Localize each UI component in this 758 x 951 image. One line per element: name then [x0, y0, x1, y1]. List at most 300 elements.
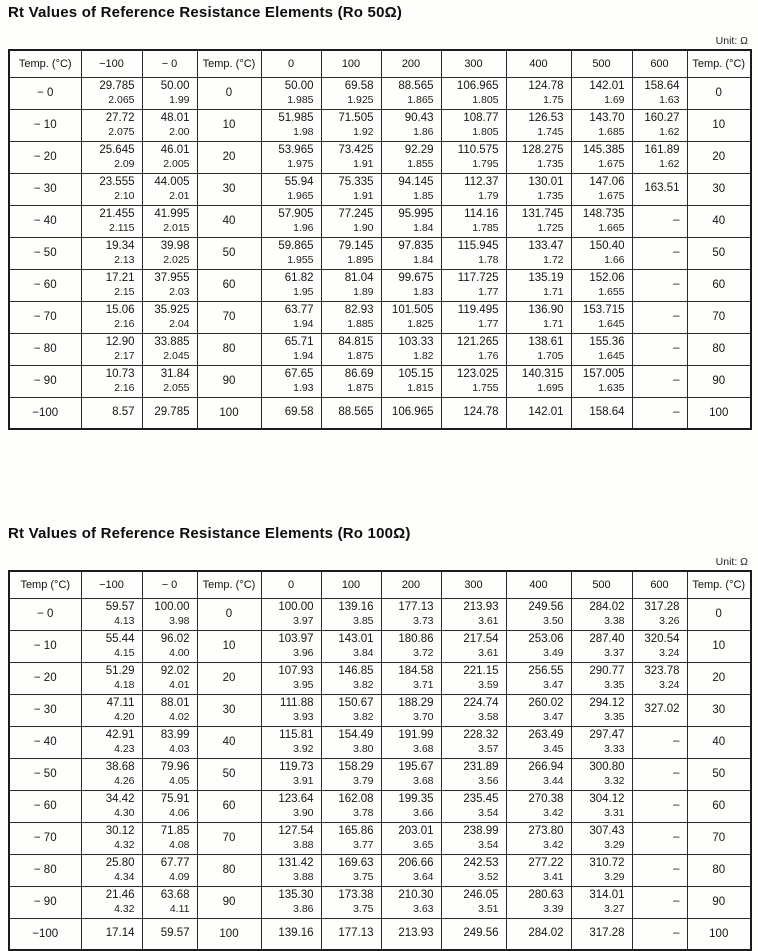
value-cell — [632, 333, 687, 365]
resistance-value: – — [673, 927, 680, 940]
resistance-value: 35.925 — [154, 304, 190, 317]
table-section-100ohm — [0, 525, 758, 951]
temp-cell: − 10 — [9, 109, 81, 141]
deviation-value: 3.80 — [353, 742, 374, 755]
column-header: 400 — [506, 571, 571, 598]
value-cell — [571, 205, 632, 237]
resistance-value: 152.06 — [589, 272, 625, 285]
resistance-value: 115.945 — [457, 240, 499, 253]
deviation-value: 1.86 — [413, 125, 434, 138]
value-cell — [81, 141, 142, 173]
resistance-value: 224.74 — [463, 697, 499, 710]
value-cell — [142, 662, 197, 694]
deviation-value: 1.985 — [287, 93, 314, 106]
column-header: −100 — [81, 50, 142, 77]
temp-cell: 80 — [197, 333, 261, 365]
value-cell — [81, 269, 142, 301]
resistance-value: 127.54 — [278, 825, 314, 838]
resistance-value: 128.275 — [521, 144, 564, 157]
value-cell — [571, 301, 632, 333]
column-header: 600 — [632, 50, 687, 77]
resistance-value: 30.12 — [105, 825, 135, 838]
resistance-value: 249.56 — [463, 927, 499, 940]
value-cell — [632, 205, 687, 237]
resistance-value: 145.385 — [582, 144, 625, 157]
value-cell — [142, 854, 197, 886]
resistance-value: 38.68 — [105, 761, 135, 774]
value-cell — [506, 598, 571, 630]
deviation-value: 1.84 — [413, 221, 434, 234]
resistance-value: 50.00 — [284, 80, 314, 93]
value-cell — [261, 365, 321, 397]
resistance-value: 92.02 — [160, 665, 190, 678]
deviation-value: 2.15 — [114, 285, 135, 298]
resistance-value: 307.43 — [589, 825, 625, 838]
column-header: − 0 — [142, 571, 197, 598]
table-row — [9, 758, 751, 790]
temp-cell: − 50 — [9, 237, 81, 269]
deviation-value: 4.01 — [169, 678, 190, 691]
value-cell — [81, 694, 142, 726]
resistance-value: 177.13 — [398, 601, 434, 614]
value-cell — [381, 854, 441, 886]
value-cell — [441, 237, 506, 269]
deviation-value: 4.00 — [169, 646, 190, 659]
deviation-value: 4.05 — [169, 774, 190, 787]
resistance-value: 284.02 — [528, 927, 564, 940]
resistance-value: 117.725 — [457, 272, 499, 285]
deviation-value: 1.83 — [413, 285, 434, 298]
value-cell — [632, 630, 687, 662]
table-row — [9, 173, 751, 205]
deviation-value: 3.54 — [478, 838, 499, 851]
deviation-value: 2.005 — [163, 157, 190, 170]
value-cell — [441, 726, 506, 758]
column-header: 0 — [261, 571, 321, 598]
deviation-value: 3.61 — [478, 646, 499, 659]
value-cell — [506, 109, 571, 141]
deviation-value: 3.75 — [353, 902, 374, 915]
value-cell — [321, 854, 381, 886]
resistance-value: 84.815 — [338, 336, 374, 349]
resistance-value: 82.93 — [344, 304, 374, 317]
resistance-value: 163.51 — [644, 182, 680, 195]
value-cell — [571, 758, 632, 790]
value-cell — [142, 141, 197, 173]
deviation-value: 1.98 — [293, 125, 314, 138]
deviation-value: 2.04 — [169, 317, 190, 330]
value-cell — [632, 365, 687, 397]
resistance-value: 327.02 — [644, 703, 680, 716]
value-cell — [381, 205, 441, 237]
resistance-value: 148.735 — [582, 208, 625, 221]
value-cell — [571, 141, 632, 173]
value-cell — [81, 301, 142, 333]
value-cell — [506, 630, 571, 662]
value-cell — [321, 269, 381, 301]
value-cell — [632, 726, 687, 758]
resistance-value: 213.93 — [463, 601, 499, 614]
deviation-value: 4.23 — [114, 742, 135, 755]
resistance-value: 59.57 — [160, 927, 190, 940]
value-cell — [441, 758, 506, 790]
resistance-table-50ohm — [8, 49, 752, 430]
value-cell — [441, 790, 506, 822]
resistance-value: 101.505 — [391, 304, 434, 317]
resistance-value: 138.61 — [528, 336, 564, 349]
value-cell — [441, 109, 506, 141]
deviation-value: 1.875 — [347, 349, 374, 362]
temp-cell: 60 — [687, 269, 751, 301]
deviation-value: 2.065 — [108, 93, 135, 106]
temp-cell: 60 — [197, 790, 261, 822]
column-header: Temp (°C) — [9, 571, 81, 598]
deviation-value: 4.30 — [114, 806, 135, 819]
resistance-value: 139.16 — [338, 601, 374, 614]
deviation-value: 2.015 — [163, 221, 190, 234]
resistance-value: 19.34 — [105, 240, 135, 253]
resistance-value: 77.245 — [338, 208, 374, 221]
deviation-value: 1.93 — [293, 381, 314, 394]
resistance-value: 103.97 — [278, 633, 314, 646]
resistance-value: 157.005 — [582, 368, 625, 381]
deviation-value: 1.755 — [472, 381, 499, 394]
value-cell — [632, 269, 687, 301]
value-cell — [261, 237, 321, 269]
resistance-value: 266.94 — [528, 761, 564, 774]
value-cell — [321, 333, 381, 365]
resistance-value: 320.54 — [644, 633, 680, 646]
value-cell — [506, 886, 571, 918]
value-cell — [142, 205, 197, 237]
temp-cell: 10 — [687, 109, 751, 141]
resistance-value: 115.81 — [279, 729, 314, 742]
temp-cell: 80 — [687, 854, 751, 886]
deviation-value: 3.45 — [543, 742, 564, 755]
resistance-value: 160.27 — [644, 112, 680, 125]
resistance-value: 88.565 — [398, 80, 434, 93]
deviation-value: 4.02 — [169, 710, 190, 723]
resistance-value: 277.22 — [528, 857, 564, 870]
value-cell — [506, 205, 571, 237]
temp-cell: 60 — [197, 269, 261, 301]
resistance-value: 27.72 — [105, 112, 135, 125]
resistance-value: 310.72 — [589, 857, 625, 870]
value-cell — [632, 854, 687, 886]
resistance-value: 203.01 — [398, 825, 434, 838]
value-cell — [261, 854, 321, 886]
temp-cell: 100 — [687, 918, 751, 950]
resistance-value: 71.85 — [160, 825, 190, 838]
resistance-value: 90.43 — [404, 112, 434, 125]
deviation-value: 1.71 — [543, 285, 564, 298]
value-cell — [321, 109, 381, 141]
resistance-value: 231.89 — [463, 761, 499, 774]
temp-cell: 20 — [197, 662, 261, 694]
resistance-value: 63.68 — [160, 889, 190, 902]
value-cell — [441, 886, 506, 918]
resistance-value: 53.965 — [278, 144, 314, 157]
deviation-value: 4.18 — [114, 678, 135, 691]
deviation-value: 2.17 — [114, 349, 135, 362]
deviation-value: 1.77 — [478, 285, 499, 298]
resistance-value: 147.06 — [589, 176, 625, 189]
temp-cell: 30 — [197, 694, 261, 726]
header-row — [9, 571, 751, 598]
value-cell — [261, 397, 321, 429]
deviation-value: 2.075 — [108, 125, 135, 138]
resistance-value: 135.30 — [278, 889, 314, 902]
value-cell — [441, 365, 506, 397]
column-header: 400 — [506, 50, 571, 77]
resistance-value: 119.495 — [457, 304, 499, 317]
value-cell — [321, 598, 381, 630]
deviation-value: 4.15 — [114, 646, 135, 659]
resistance-value: 136.90 — [528, 304, 564, 317]
resistance-value: 110.575 — [457, 144, 499, 157]
resistance-value: 195.67 — [398, 761, 434, 774]
deviation-value: 2.115 — [109, 221, 135, 234]
value-cell — [506, 365, 571, 397]
value-cell — [381, 822, 441, 854]
temp-cell: − 0 — [9, 77, 81, 109]
column-header: Temp. (°C) — [197, 50, 261, 77]
deviation-value: 1.895 — [347, 253, 374, 266]
temp-cell: 0 — [687, 77, 751, 109]
resistance-value: – — [673, 374, 680, 387]
deviation-value: 3.91 — [293, 774, 314, 787]
deviation-value: 1.71 — [543, 317, 564, 330]
resistance-value: 57.905 — [278, 208, 314, 221]
deviation-value: 2.03 — [169, 285, 190, 298]
temp-cell: 90 — [197, 365, 261, 397]
resistance-value: 126.53 — [528, 112, 564, 125]
resistance-value: 67.65 — [284, 368, 314, 381]
value-cell — [81, 630, 142, 662]
deviation-value: 3.42 — [543, 838, 564, 851]
resistance-value: 249.56 — [528, 601, 564, 614]
temp-cell: 0 — [687, 598, 751, 630]
value-cell — [506, 141, 571, 173]
value-cell — [142, 109, 197, 141]
deviation-value: 2.16 — [114, 381, 135, 394]
deviation-value: 1.975 — [287, 157, 314, 170]
deviation-value: 1.785 — [472, 221, 499, 234]
deviation-value: 3.93 — [293, 710, 314, 723]
value-cell — [571, 269, 632, 301]
resistance-value: 46.01 — [160, 144, 190, 157]
value-cell — [632, 694, 687, 726]
value-cell — [142, 173, 197, 205]
value-cell — [571, 726, 632, 758]
temp-cell: − 90 — [9, 365, 81, 397]
value-cell — [441, 269, 506, 301]
deviation-value: 3.33 — [604, 742, 625, 755]
value-cell — [632, 141, 687, 173]
resistance-table-100ohm — [8, 570, 752, 951]
table-row — [9, 109, 751, 141]
column-header: − 0 — [142, 50, 197, 77]
resistance-value: 304.12 — [589, 793, 625, 806]
resistance-value: 95.995 — [398, 208, 434, 221]
resistance-value: 317.28 — [589, 927, 625, 940]
deviation-value: 2.16 — [114, 317, 135, 330]
temp-cell: − 90 — [9, 886, 81, 918]
table-row — [9, 662, 751, 694]
deviation-value: 3.56 — [478, 774, 499, 787]
resistance-value: 17.14 — [105, 927, 135, 940]
temp-cell: 40 — [197, 726, 261, 758]
value-cell — [441, 333, 506, 365]
value-cell — [142, 726, 197, 758]
resistance-value: 100.00 — [278, 601, 314, 614]
resistance-value: 8.57 — [112, 406, 135, 419]
resistance-value: 69.58 — [284, 406, 314, 419]
table-row — [9, 918, 751, 950]
value-cell — [381, 726, 441, 758]
resistance-value: 217.54 — [463, 633, 499, 646]
temp-cell: − 80 — [9, 854, 81, 886]
resistance-value: 63.77 — [284, 304, 314, 317]
value-cell — [441, 694, 506, 726]
table-row — [9, 77, 751, 109]
value-cell — [381, 758, 441, 790]
table-row — [9, 726, 751, 758]
resistance-value: 242.53 — [463, 857, 499, 870]
value-cell — [261, 726, 321, 758]
value-cell — [506, 822, 571, 854]
value-cell — [441, 301, 506, 333]
table-row — [9, 141, 751, 173]
deviation-value: 3.65 — [413, 838, 434, 851]
table-row — [9, 790, 751, 822]
deviation-value: 1.84 — [413, 253, 434, 266]
value-cell — [261, 269, 321, 301]
resistance-value: 162.08 — [338, 793, 374, 806]
resistance-value: 94.145 — [398, 176, 434, 189]
deviation-value: 1.815 — [407, 381, 434, 394]
value-cell — [381, 397, 441, 429]
value-cell — [571, 365, 632, 397]
resistance-value: 158.64 — [644, 80, 680, 93]
deviation-value: 3.59 — [478, 678, 499, 691]
value-cell — [571, 918, 632, 950]
deviation-value: 4.32 — [114, 838, 135, 851]
deviation-value: 1.99 — [169, 93, 190, 106]
value-cell — [321, 726, 381, 758]
deviation-value: 1.62 — [659, 125, 680, 138]
deviation-value: 3.29 — [604, 870, 625, 883]
value-cell — [321, 822, 381, 854]
value-cell — [571, 886, 632, 918]
value-cell — [81, 726, 142, 758]
resistance-value: 287.40 — [589, 633, 625, 646]
value-cell — [321, 237, 381, 269]
resistance-value: 153.715 — [582, 304, 625, 317]
table-section-50ohm — [0, 4, 758, 430]
table-row — [9, 854, 751, 886]
value-cell — [506, 397, 571, 429]
deviation-value: 1.885 — [347, 317, 374, 330]
temp-cell: −100 — [9, 918, 81, 950]
deviation-value: 1.82 — [413, 349, 434, 362]
resistance-value: 158.64 — [589, 406, 625, 419]
temp-cell: 50 — [687, 237, 751, 269]
deviation-value: 1.675 — [598, 157, 625, 170]
deviation-value: 3.61 — [478, 614, 499, 627]
value-cell — [321, 397, 381, 429]
resistance-value: 188.29 — [398, 697, 434, 710]
resistance-value: 106.965 — [391, 406, 434, 419]
resistance-value: – — [673, 406, 680, 419]
column-header: 300 — [441, 50, 506, 77]
resistance-value: 59.865 — [278, 240, 314, 253]
deviation-value: 1.92 — [353, 125, 374, 138]
value-cell — [441, 77, 506, 109]
temp-cell: −100 — [9, 397, 81, 429]
deviation-value: 3.47 — [543, 710, 564, 723]
temp-cell: 70 — [197, 822, 261, 854]
resistance-value: 221.15 — [463, 665, 499, 678]
resistance-value: – — [673, 735, 680, 748]
value-cell — [381, 301, 441, 333]
value-cell — [506, 269, 571, 301]
value-cell — [321, 205, 381, 237]
deviation-value: 2.10 — [114, 189, 135, 202]
column-header: 200 — [381, 571, 441, 598]
column-header: 100 — [321, 571, 381, 598]
resistance-value: 111.88 — [280, 697, 314, 710]
resistance-value: 103.33 — [398, 336, 434, 349]
deviation-value: 1.69 — [604, 93, 625, 106]
resistance-value: 177.13 — [338, 927, 374, 940]
deviation-value: 2.055 — [163, 381, 190, 394]
resistance-value: 131.42 — [278, 857, 314, 870]
column-header: Temp. (°C) — [197, 571, 261, 598]
resistance-value: 114.16 — [464, 208, 499, 221]
deviation-value: 1.745 — [537, 125, 564, 138]
deviation-value: 3.66 — [413, 806, 434, 819]
column-header: 300 — [441, 571, 506, 598]
column-header: 500 — [571, 571, 632, 598]
temp-cell: 90 — [197, 886, 261, 918]
deviation-value: 3.52 — [478, 870, 499, 883]
value-cell — [632, 237, 687, 269]
deviation-value: 3.84 — [353, 646, 374, 659]
temp-cell: 20 — [687, 662, 751, 694]
value-cell — [571, 173, 632, 205]
resistance-value: 44.005 — [154, 176, 190, 189]
value-cell — [81, 854, 142, 886]
value-cell — [506, 237, 571, 269]
deviation-value: 3.37 — [604, 646, 625, 659]
deviation-value: 2.01 — [169, 189, 190, 202]
deviation-value: 1.825 — [407, 317, 434, 330]
value-cell — [142, 790, 197, 822]
value-cell — [261, 333, 321, 365]
deviation-value: 1.655 — [598, 285, 625, 298]
resistance-value: 199.35 — [398, 793, 434, 806]
deviation-value: 3.82 — [353, 678, 374, 691]
resistance-value: 79.145 — [338, 240, 374, 253]
deviation-value: 1.675 — [598, 189, 625, 202]
temp-cell: − 20 — [9, 141, 81, 173]
temp-cell: − 50 — [9, 758, 81, 790]
deviation-value: 1.685 — [598, 125, 625, 138]
resistance-value: 112.37 — [464, 176, 499, 189]
resistance-value: 260.02 — [528, 697, 564, 710]
deviation-value: 1.95 — [293, 285, 314, 298]
